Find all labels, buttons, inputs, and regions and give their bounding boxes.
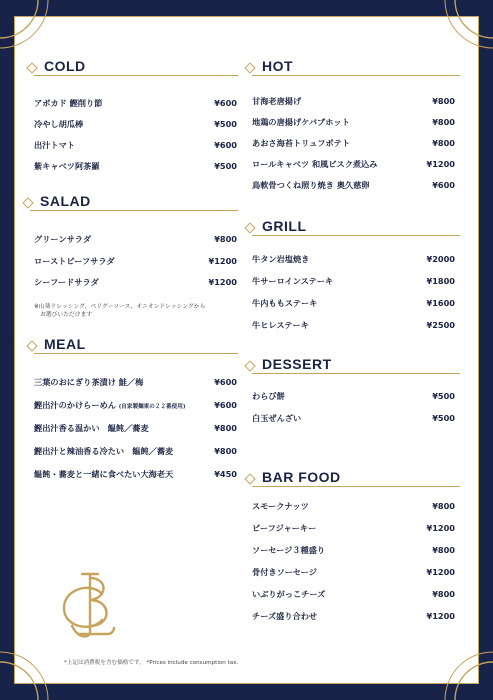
item-note: (自家製麺東の２２番使用)	[118, 404, 186, 410]
section-meal	[28, 336, 238, 479]
gold-rule	[30, 210, 238, 211]
section-title: GRILL	[262, 218, 307, 234]
dressing-note-line2: お選びいただけます	[40, 312, 93, 318]
menu-item: いぶりがっこチーズ ¥800	[252, 589, 455, 599]
diamond-icon	[244, 360, 255, 371]
menu-item: 冷やし胡瓜棒 ¥500	[34, 119, 237, 129]
tax-footnote: *上記は消費税を含む価格です。 *Prices include consumption tax.	[64, 660, 239, 666]
section-cold	[28, 58, 238, 171]
menu-item: 甘海老唐揚げ ¥800	[252, 96, 455, 106]
menu-item: 鰹出汁と辣油香る冷たい 饂飩／蕎麦 ¥800	[34, 446, 237, 456]
section-title: DESSERT	[262, 356, 332, 372]
section-title: HOT	[262, 58, 294, 74]
menu-item: 牛タン岩塩焼き ¥2000	[252, 254, 455, 264]
menu-item: チーズ盛り合わせ ¥1200	[252, 611, 455, 621]
section-title: SALAD	[40, 193, 91, 209]
menu-item: 白玉ぜんざい ¥500	[252, 413, 455, 423]
menu-item: 鳥軟骨つくね照り焼き 奥久慈卵 ¥600	[252, 180, 455, 190]
diamond-icon	[26, 340, 37, 351]
menu-item: 牛ヒレステーキ ¥2500	[252, 320, 455, 330]
section-bar-food	[246, 469, 460, 621]
section-dessert	[246, 356, 460, 423]
gold-rule	[34, 353, 238, 354]
menu-item: ビーフジャーキー ¥1200	[252, 523, 455, 533]
menu-item: スモークナッツ ¥800	[252, 501, 455, 511]
menu-item: アボカド 鰹削り節 ¥600	[34, 98, 237, 108]
menu-item: 出汁トマト ¥600	[34, 140, 237, 150]
dressing-note	[34, 303, 244, 319]
dressing-note-line1: ※山葵ドレッシング、ペリグーソース、オニオンドレッシングから	[34, 304, 206, 310]
diamond-icon	[244, 222, 255, 233]
menu-item: 鰹出汁のかけらーめん (自家製麺東の２２番使用) ¥600	[34, 400, 237, 410]
menu-item: 牛内ももステーキ ¥1600	[252, 298, 455, 308]
corner-ornament-bottom-right	[437, 644, 493, 700]
menu-item: 三葉のおにぎり茶漬け 鮭／梅 ¥600	[34, 377, 237, 387]
menu-item: ロールキャベツ 和風ビスク煮込み ¥1200	[252, 159, 455, 169]
section-salad	[24, 193, 238, 287]
corner-ornament-top-right	[437, 0, 493, 56]
section-title: BAR FOOD	[262, 469, 341, 485]
section-grill	[246, 218, 460, 330]
menu-item: 鰹出汁香る温かい 饂飩／蕎麦 ¥800	[34, 423, 237, 433]
diamond-icon	[26, 62, 37, 73]
menu-item: わらび餅 ¥500	[252, 391, 455, 401]
gold-rule	[252, 235, 460, 236]
corner-ornament-top-left	[0, 0, 56, 56]
gold-rule	[252, 486, 460, 487]
menu-item: ローストビーフサラダ ¥1200	[34, 256, 237, 266]
menu-item: 地鶏の唐揚げケバブホット ¥800	[252, 117, 455, 127]
diamond-icon	[244, 473, 255, 484]
menu-item: グリーンサラダ ¥800	[34, 234, 237, 244]
diamond-icon	[244, 62, 255, 73]
menu-item: 饂飩・蕎麦と一緒に食べたい大海老天 ¥450	[34, 469, 237, 479]
menu-item: 骨付きソーセージ ¥1200	[252, 567, 455, 577]
section-hot	[246, 58, 460, 190]
menu-item: ソーセージ３種盛り ¥800	[252, 545, 455, 555]
diamond-icon	[22, 197, 33, 208]
corner-ornament-bottom-left	[0, 644, 56, 700]
menu-item: シーフードサラダ ¥1200	[34, 277, 237, 287]
blc-monogram-logo	[56, 568, 124, 642]
menu-item: 牛サーロインステーキ ¥1800	[252, 276, 455, 286]
menu-item: 紫キャベツ阿茶羅 ¥500	[34, 161, 237, 171]
section-title: COLD	[44, 58, 86, 74]
gold-rule	[252, 75, 460, 76]
section-title: MEAL	[44, 336, 86, 352]
menu-item: あおさ海苔トリュフポテト ¥800	[252, 138, 455, 148]
gold-rule	[34, 75, 238, 76]
gold-rule	[252, 373, 460, 374]
